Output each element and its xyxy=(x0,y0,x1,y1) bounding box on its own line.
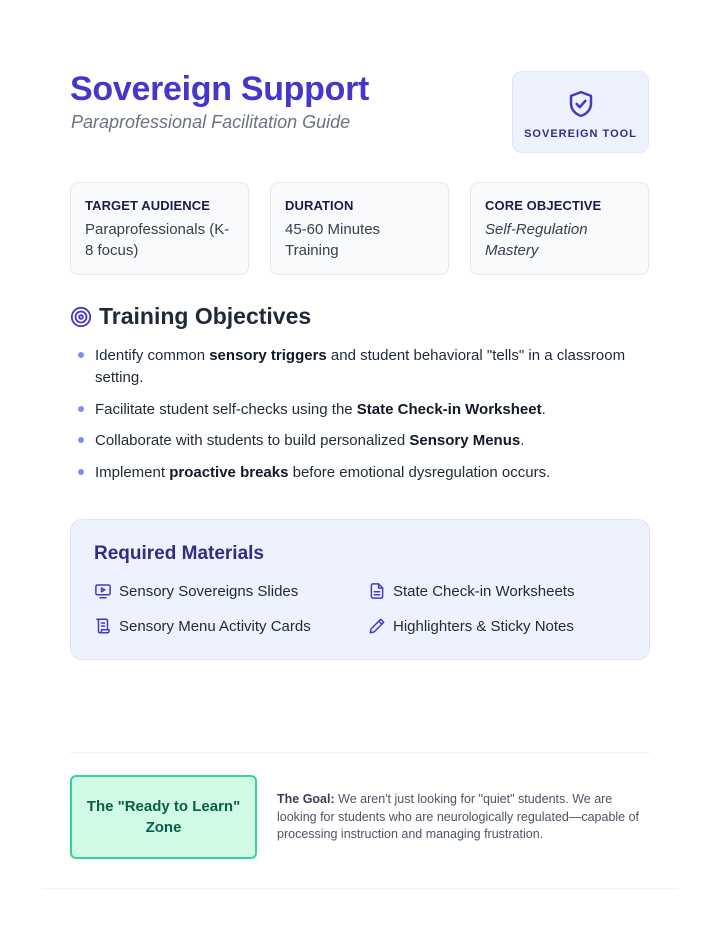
material-item-slides xyxy=(94,582,298,600)
objective-text: Collaborate with students to build personalized xyxy=(95,432,410,449)
objective-text: Facilitate student self-checks using the xyxy=(95,400,357,418)
footer-divider xyxy=(42,888,678,889)
goal-text: We aren't just looking for "quiet" students. We are looking for students who are neurologically regulated—capable of processing instruction and managing frustration. xyxy=(277,792,640,841)
bullet-dot xyxy=(78,352,84,358)
info-card-heading: TARGET AUDIENCE xyxy=(85,198,210,213)
objective-emphasis: State Check-in Worksheet xyxy=(356,400,542,418)
info-card-heading: CORE OBJECTIVE xyxy=(485,198,602,213)
list-item xyxy=(76,345,646,389)
objective-text: before emotional dysregulation occurs. xyxy=(288,463,551,481)
list-item xyxy=(76,462,646,484)
objective-text: . xyxy=(541,400,546,418)
material-label: Sensory Sovereigns Slides xyxy=(119,582,299,600)
material-label: Highlighters & Sticky Notes xyxy=(393,617,574,635)
page-title: Sovereign Support xyxy=(70,70,370,108)
objective-emphasis: Sensory Menus xyxy=(409,432,521,449)
section-title: Training Objectives xyxy=(99,303,312,329)
pencil-icon xyxy=(368,617,386,635)
training-objectives-heading xyxy=(70,303,311,330)
info-card-value: Paraprofessionals (K-8 focus) xyxy=(85,221,230,259)
sovereign-tool-badge xyxy=(512,71,649,153)
scroll-icon xyxy=(94,617,112,635)
material-label: State Check-in Worksheets xyxy=(393,582,575,600)
bullet-dot xyxy=(78,437,84,443)
info-card-value: 45-60 Minutes Training xyxy=(285,221,381,259)
info-card-target-audience xyxy=(70,182,249,275)
material-item-worksheets xyxy=(368,582,574,600)
list-item xyxy=(76,430,646,452)
info-card-core-objective xyxy=(470,182,649,275)
objective-text: . xyxy=(520,432,525,449)
objective-text: and student behavioral "tells" in a classroom setting. xyxy=(95,347,626,386)
shield-check-icon xyxy=(566,88,596,120)
page-subtitle: Paraprofessional Facilitation Guide xyxy=(71,112,351,132)
materials-title: Required Materials xyxy=(94,543,264,564)
bullet-dot xyxy=(78,406,84,412)
material-item-highlighters xyxy=(368,617,574,635)
presentation-icon xyxy=(94,582,112,600)
section-divider xyxy=(70,752,650,753)
info-card-value: Self-Regulation Mastery xyxy=(485,221,588,259)
required-materials-panel xyxy=(70,519,650,660)
target-icon xyxy=(70,306,92,328)
objectives-list xyxy=(76,345,646,493)
badge-label: SOVEREIGN TOOL xyxy=(524,128,637,140)
objective-text: Implement xyxy=(95,463,170,481)
document-icon xyxy=(368,582,386,600)
list-item xyxy=(76,399,646,421)
ready-to-learn-zone-box xyxy=(70,775,257,859)
zone-label: The "Ready to Learn" Zone xyxy=(86,798,241,836)
goal-lead: The Goal: xyxy=(277,792,335,806)
goal-paragraph xyxy=(277,791,652,844)
info-card-duration xyxy=(270,182,449,275)
bullet-dot xyxy=(78,469,84,475)
material-label: Sensory Menu Activity Cards xyxy=(119,617,311,635)
objective-text: Identify common xyxy=(95,347,210,364)
objective-emphasis: proactive breaks xyxy=(169,463,289,481)
info-card-heading: DURATION xyxy=(285,198,354,213)
objective-emphasis: sensory triggers xyxy=(209,347,327,364)
material-item-activity-cards xyxy=(94,617,311,635)
